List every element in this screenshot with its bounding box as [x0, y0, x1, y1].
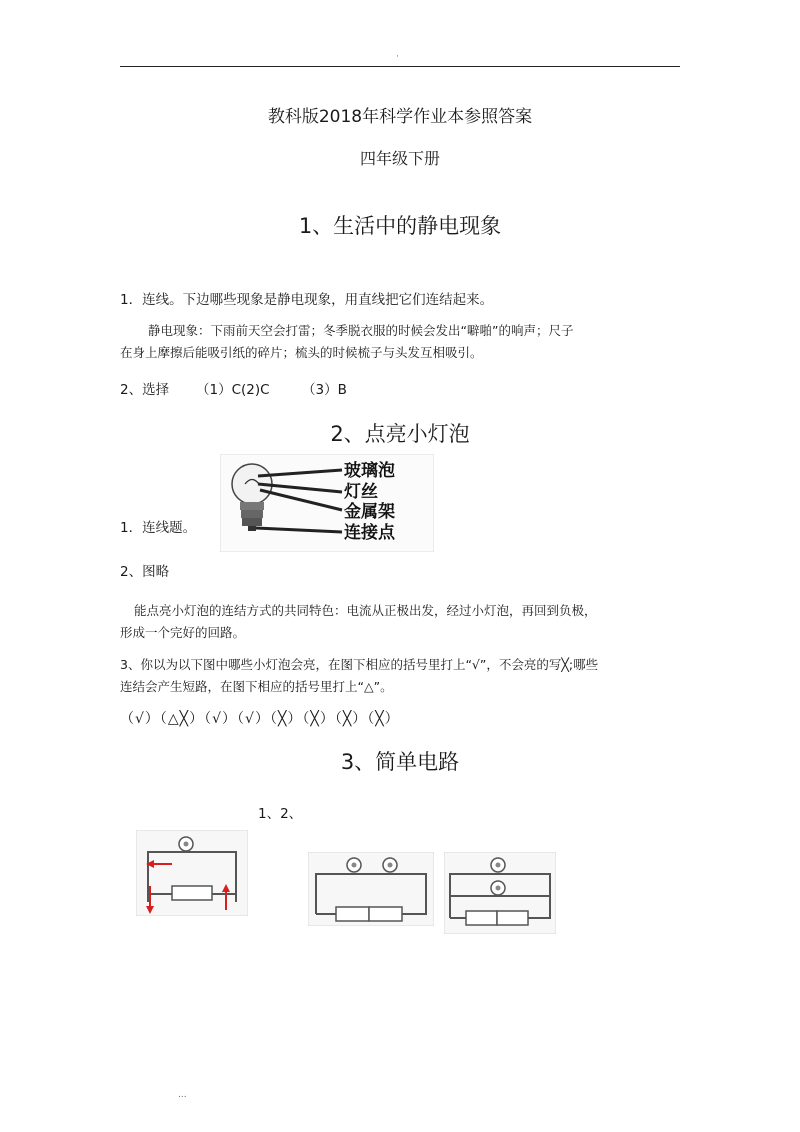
section-3-heading: 3、简单电路 — [340, 750, 460, 774]
circuit-1-battery — [172, 886, 212, 900]
answer-marks-row: （√）（△╳）（√）（√）（╳）（╳）（╳）（╳） — [120, 711, 400, 727]
section-2-answer-line-2: 形成一个完好的回路。 — [120, 625, 246, 640]
section-2-answer-line-1: 能点亮小灯泡的连结方式的共同特色：电流从正极出发，经过小灯泡，再回到负极， — [134, 603, 597, 618]
circuit-diagram-2 — [308, 852, 434, 926]
header-dot: · — [396, 52, 399, 62]
section-1-answer-line-1: 静电现象：下雨前天空会打雷；冬季脱衣服的时候会发出“噼啪”的响声；尺子 — [148, 323, 574, 338]
bulb-label-glass: 玻璃泡 — [344, 461, 395, 481]
section-1-heading: 1、生活中的静电现象 — [298, 214, 502, 238]
circuit-3-battery-2 — [497, 911, 528, 925]
section-2-question-1: 1．连线题。 — [120, 520, 197, 536]
bulb-base-ring-1 — [240, 502, 264, 510]
bulb-diagram — [220, 454, 434, 552]
section-1-answer-2b: （3）B — [302, 382, 347, 398]
circuit-2-battery-2 — [369, 907, 402, 921]
bulb-base-ring-3 — [242, 518, 262, 526]
document-subtitle: 四年级下册 — [359, 149, 440, 168]
circuit-3-bulb-2-center — [496, 886, 501, 891]
bulb-label-filament: 灯丝 — [344, 482, 378, 502]
section-1-question-2: 2、选择 — [120, 382, 170, 398]
document-title: 教科版2018年科学作业本参照答案 — [267, 107, 533, 127]
circuit-3-bulb-1-center — [496, 863, 501, 868]
contact-point-shape — [248, 526, 256, 531]
section-1-answer-line-2: 在身上摩擦后能吸引纸的碎片；梳头的时候梳子与头发互相吸引。 — [120, 345, 483, 360]
bulb-label-frame: 金属架 — [344, 502, 395, 522]
section-1-answer-2a: （1）C(2)C — [196, 382, 270, 398]
circuit-1-bulb-center — [184, 842, 189, 847]
header-rule — [120, 66, 680, 67]
circuit-diagram-3 — [444, 852, 556, 934]
circuit-2-bulb-2-center — [388, 863, 393, 868]
section-2-question-3-line-2: 连结会产生短路，在图下相应的括号里打上“△”。 — [120, 679, 393, 694]
section-2-heading: 2、点亮小灯泡 — [330, 422, 470, 446]
circuit-3-battery-1 — [466, 911, 497, 925]
bulb-label-contact: 连接点 — [344, 523, 395, 543]
circuit-diagram-1 — [136, 830, 248, 916]
section-3-question-label: 1、2、 — [258, 806, 303, 822]
section-2-question-2: 2、图略 — [120, 564, 170, 580]
circuit-2-bulb-1-center — [352, 863, 357, 868]
section-2-question-3-line-1: 3、你以为以下图中哪些小灯泡会亮，在图下相应的括号里打上“√”，不会亮的写╳;哪些 — [120, 657, 599, 672]
circuit-2-battery-1 — [336, 907, 369, 921]
bulb-base-ring-2 — [241, 510, 263, 518]
footer-dots: ... — [178, 1090, 187, 1100]
section-1-question-1: 1．连线。下边哪些现象是静电现象，用直线把它们连结起来。 — [120, 292, 494, 308]
